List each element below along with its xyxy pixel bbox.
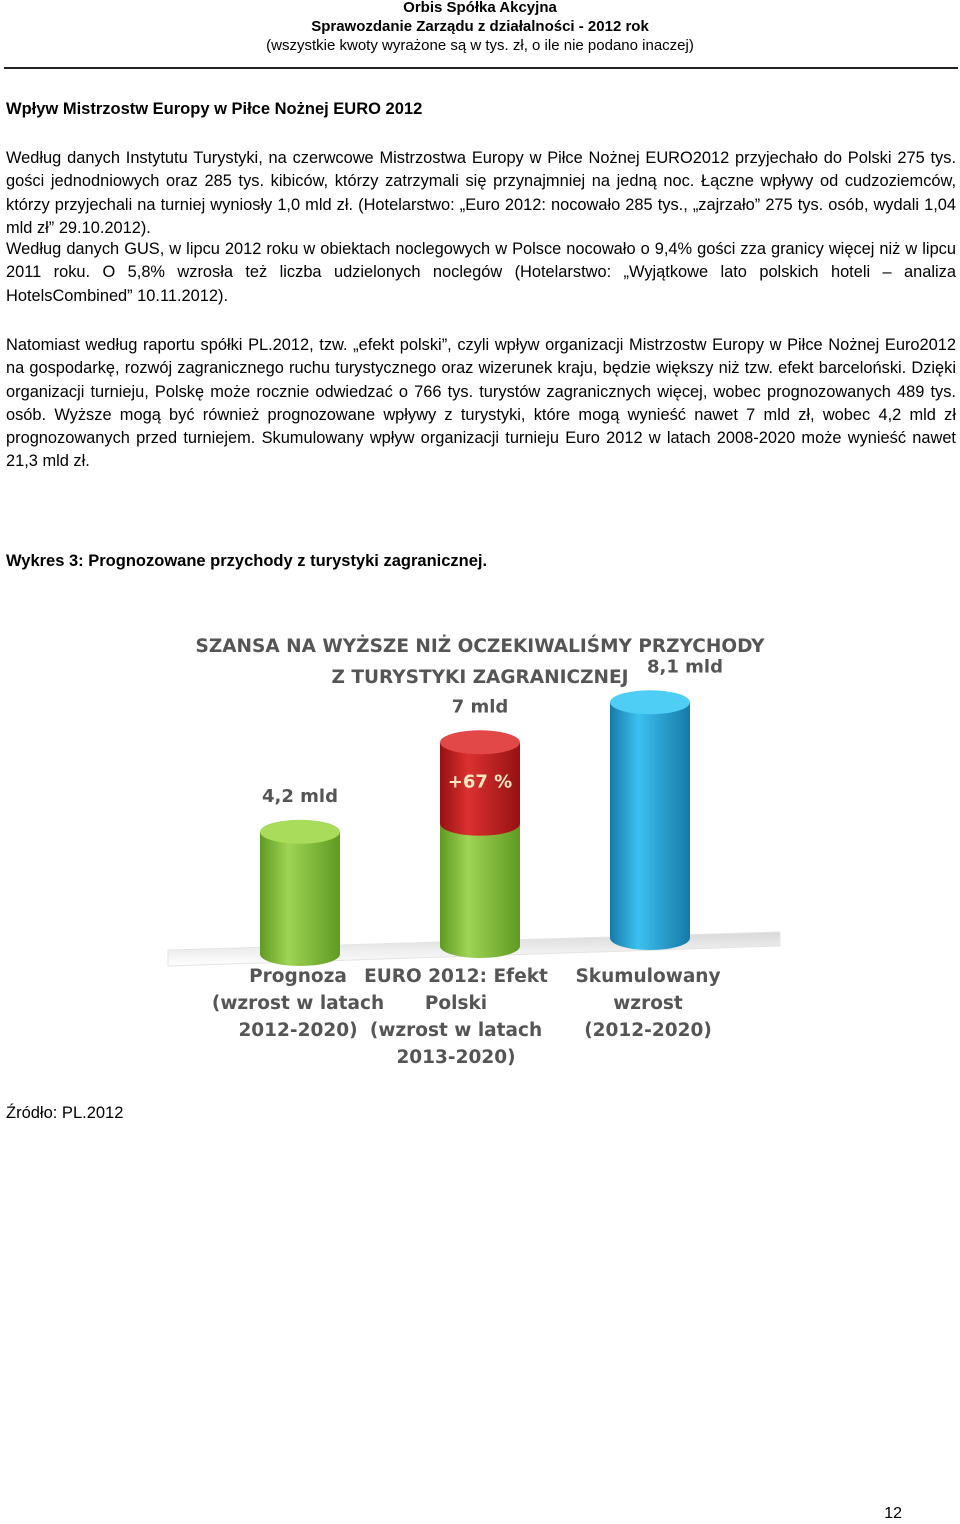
source-note: Źródło: PL.2012: [6, 1104, 124, 1122]
category-label: Prognoza: [249, 966, 347, 987]
paragraph-3: Natomiast według raportu spółki PL.2012, tzw. „efekt polski”, czyli wpływ organizacji Mistrzostw Europy w Piłce Nożnej Euro2012 na gospodarkę, rozwój zagranicznego ruchu turystycznego oraz wizerunek kraju, będzie większy niż tzw. efekt barceloński. Dzięki organizacji turnieju, Polskę może rocznie odwiedzać o 766 tys. turystów zagranicznych więcej, wobec prognozowanych 489 tys. osób. Wyższe mogą być również prognozowane wpływy z turystyki, które mogą wynieść nawet 7 mld zł, wobec 4,2 mld zł prognozowanych przed turniejem. Skumulowany wpływ organizacji turnieju Euro 2012 w latach 2008-2020 może wynieść nawet 21,3 mld zł.: [6, 336, 956, 471]
category-label: EURO 2012: Efekt: [364, 966, 548, 987]
bar: [610, 702, 690, 950]
category-label: Skumulowany: [575, 966, 721, 987]
bar: [260, 832, 340, 966]
page-number: 12: [884, 1505, 902, 1522]
bar-value-label: 8,1 mld: [647, 656, 723, 678]
category-label: (2012-2020): [584, 1020, 712, 1041]
bar-value-label: 7 mld: [451, 696, 509, 718]
bar-top: [440, 730, 520, 754]
paragraph-1: Według danych Instytutu Turystyki, na czerwcowe Mistrzostwa Europy w Piłce Nożnej EURO2012 przyjechało do Polski 275 tys. gości jednodniowych oraz 285 tys. kibiców, którzy zatrzymali się przynajmniej na jedną noc. Łączne wpływy od cudzoziemców, którzy przyjechali na turniej wyniosły 1,0 mld zł. (Hotelarstwo: „Euro 2012: nocowało 285 tys., „zajrzało” 275 tys. osób, wydali 1,04 mld zł” 29.10.2012).: [6, 149, 956, 237]
document-header: [0, 0, 960, 55]
paragraph-2: Według danych GUS, w lipcu 2012 roku w obiektach noclegowych w Polsce nocowało o 9,4% gości zza granicy więcej niż w lipcu 2011 roku. O 5,8% wzrosła też liczba udzielonych noclegów (Hotelarstwo: „Wyjątkowe lato polskich hoteli – analiza HotelsCombined” 10.11.2012).: [6, 240, 956, 305]
section-title: Wpływ Mistrzostw Europy w Piłce Nożnej EURO 2012: [6, 100, 423, 118]
bar-increase-label: +67 %: [447, 771, 513, 793]
header-divider: [4, 67, 958, 69]
bar-base-segment: [440, 824, 520, 958]
category-label: 2012-2020): [238, 1020, 358, 1041]
amounts-note: (wszystkie kwoty wyrażone są w tys. zł, o ile nie podano inaczej): [266, 37, 694, 54]
chart-title-line: Z TURYSTYKI ZAGRANICZNEJ: [331, 667, 629, 688]
report-title: Sprawozdanie Zarządu z działalności - 2012 rok: [311, 18, 649, 35]
bar-value-label: 4,2 mld: [262, 785, 338, 807]
bar-top: [610, 690, 690, 714]
category-label: 2013-2020): [396, 1047, 516, 1068]
category-label: Polski: [424, 993, 488, 1014]
revenue-chart: [150, 610, 810, 1080]
company-name: Orbis Spółka Akcyjna: [403, 0, 557, 16]
category-label: wzrost: [613, 993, 683, 1014]
chart-title-line: SZANSA NA WYŻSZE NIŻ OCZEKIWALIŚMY PRZYCHODY: [195, 636, 765, 657]
category-label: (wzrost w latach: [211, 993, 385, 1014]
chart-caption: Wykres 3: Prognozowane przychody z turystyki zagranicznej.: [6, 552, 488, 570]
bar-top: [260, 820, 340, 844]
category-label: (wzrost w latach: [369, 1020, 543, 1041]
